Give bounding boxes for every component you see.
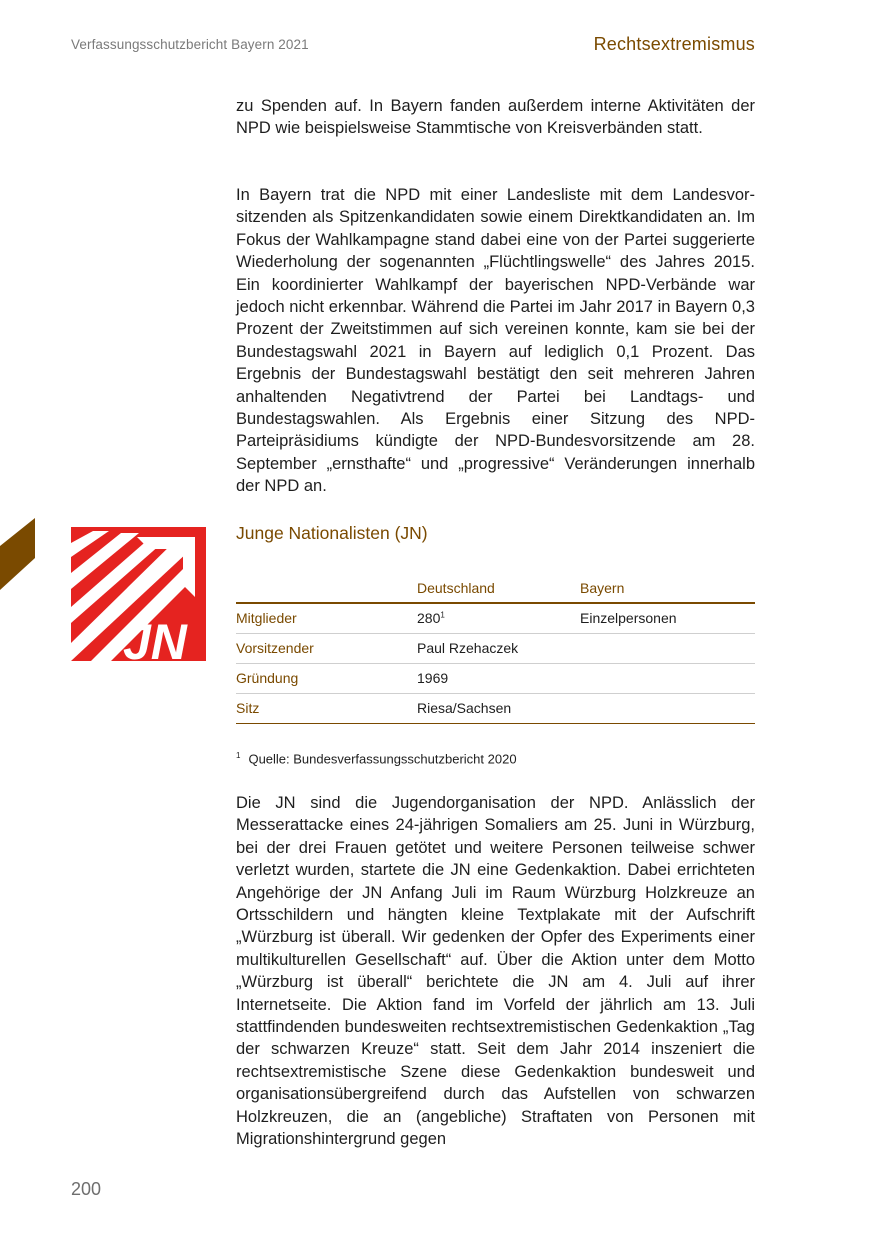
cell-gruendung-deutschland: 1969 bbox=[417, 664, 580, 694]
table-header-row bbox=[236, 575, 755, 603]
table-row bbox=[236, 634, 755, 664]
footnote-ref: 1 bbox=[440, 610, 445, 620]
cell-value: 280 bbox=[417, 610, 441, 626]
cell-vorsitzender-deutschland: Paul Rzehaczek bbox=[417, 634, 580, 664]
cell-sitz-bayern bbox=[580, 694, 755, 724]
row-label-mitglieder: Mitglieder bbox=[236, 603, 417, 634]
footnote-text: Quelle: Bundesverfassungsschutzbericht 2020 bbox=[248, 751, 517, 767]
cell-mitglieder-bayern: Einzelpersonen bbox=[580, 603, 755, 634]
cell-mitglieder-deutschland bbox=[417, 603, 580, 634]
section-title-jn: Junge Nationalisten (JN) bbox=[236, 523, 428, 543]
jn-logo bbox=[71, 527, 206, 661]
paragraph-npd-activities: zu Spenden auf. In Bayern fanden außerdem interne Aktivitäten der NPD wie beispielsweise Stammtische von Kreisverbänden statt. bbox=[236, 97, 755, 138]
jn-logo-letters: JN bbox=[123, 614, 187, 661]
chapter-tab-marker bbox=[0, 518, 35, 590]
jn-facts-table bbox=[236, 575, 755, 724]
table-row bbox=[236, 694, 755, 724]
paragraph-npd-election: In Bayern trat die NPD mit einer Landesliste mit dem Landesvorsitzenden als Spitzenkandidaten sowie einem Direktkandidaten an. Im Fokus der Wahlkampagne stand dabei eine von der Partei suggerierte Wiederholung der sogenannten „Flüchtlingswelle“ des Jahres 2015. Ein koordinierter Wahlkampf der bayerischen NPD-Verbände war jedoch nicht erkennbar. Während die Partei im Jahr 2017 in Bayern 0,3 Prozent der Zweitstimmen auf sich vereinen konnte, kam sie bei der Bundestagswahl 2021 in Bayern auf lediglich 0,1 Prozent. Das Ergebnis der Bundestagswahl bestätigt den seit mehreren Jahren anhaltenden Negativtrend der Partei bei Landtags- und Bundestagswahlen. Als Ergebnis einer Sitzung des NPD-Parteipräsidiums kündigte der NPD-Bundesvorsitzende am 28. September „ernsthafte“ und „progressive“ Veränderungen innerhalb der NPD an. bbox=[236, 186, 755, 496]
row-label-gruendung: Gründung bbox=[236, 664, 417, 694]
table-header-empty bbox=[236, 575, 417, 603]
table-header-deutschland: Deutschland bbox=[417, 575, 580, 603]
row-label-sitz: Sitz bbox=[236, 694, 417, 724]
cell-sitz-deutschland: Riesa/Sachsen bbox=[417, 694, 580, 724]
paragraph-jn-description: Die JN sind die Jugendorganisation der NPD. Anlässlich der Messerattacke eines 24-jährigen Somaliers am 25. Juni in Würzburg, bei der drei Frauen getötet und weitere Personen teilweise schwer verletzt wurden, startete die JN eine Gedenkaktion. Dabei errichteten Angehörige der JN Anfang Juli im Raum Würzburg Holzkreuze an Ortsschildern und hängten kleine Textplakate mit der Aufschrift „Würzburg ist überall. Wir gedenken der Opfer des Experiments einer multikulturellen Gesellschaft“ auf. Über die Aktion unter dem Motto „Würzburg ist überall“ berichtete die JN am 4. Juli auf ihrer Internetseite. Die Aktion fand im Vorfeld der jährlich am 13. Juli stattfindenden bundesweiten rechtsextremistischen Gedenkaktion „Tag der schwarzen Kreuze“ statt. Seit dem Jahr 2014 inszeniert die rechtsextremistische Szene diese Gedenkaktion bundesweit und organisationsübergreifend durch das Aufstellen von schwarzen Holzkreuzen, die an (angebliche) Straftaten von Personen mit Migrationshintergrund gegen bbox=[236, 794, 755, 1149]
table-row bbox=[236, 664, 755, 694]
page-number: 200 bbox=[71, 1179, 102, 1199]
running-header-section: Rechtsextremismus bbox=[593, 34, 755, 54]
row-label-vorsitzender: Vorsitzender bbox=[236, 634, 417, 664]
cell-vorsitzender-bayern bbox=[580, 634, 755, 664]
cell-gruendung-bayern bbox=[580, 664, 755, 694]
table-row bbox=[236, 603, 755, 634]
table-footnote bbox=[236, 751, 517, 766]
jn-logo-graphic bbox=[71, 527, 206, 661]
table-header-bayern: Bayern bbox=[580, 575, 755, 603]
footnote-mark: 1 bbox=[236, 751, 241, 760]
running-header-title: Verfassungsschutzbericht Bayern 2021 bbox=[71, 37, 309, 52]
